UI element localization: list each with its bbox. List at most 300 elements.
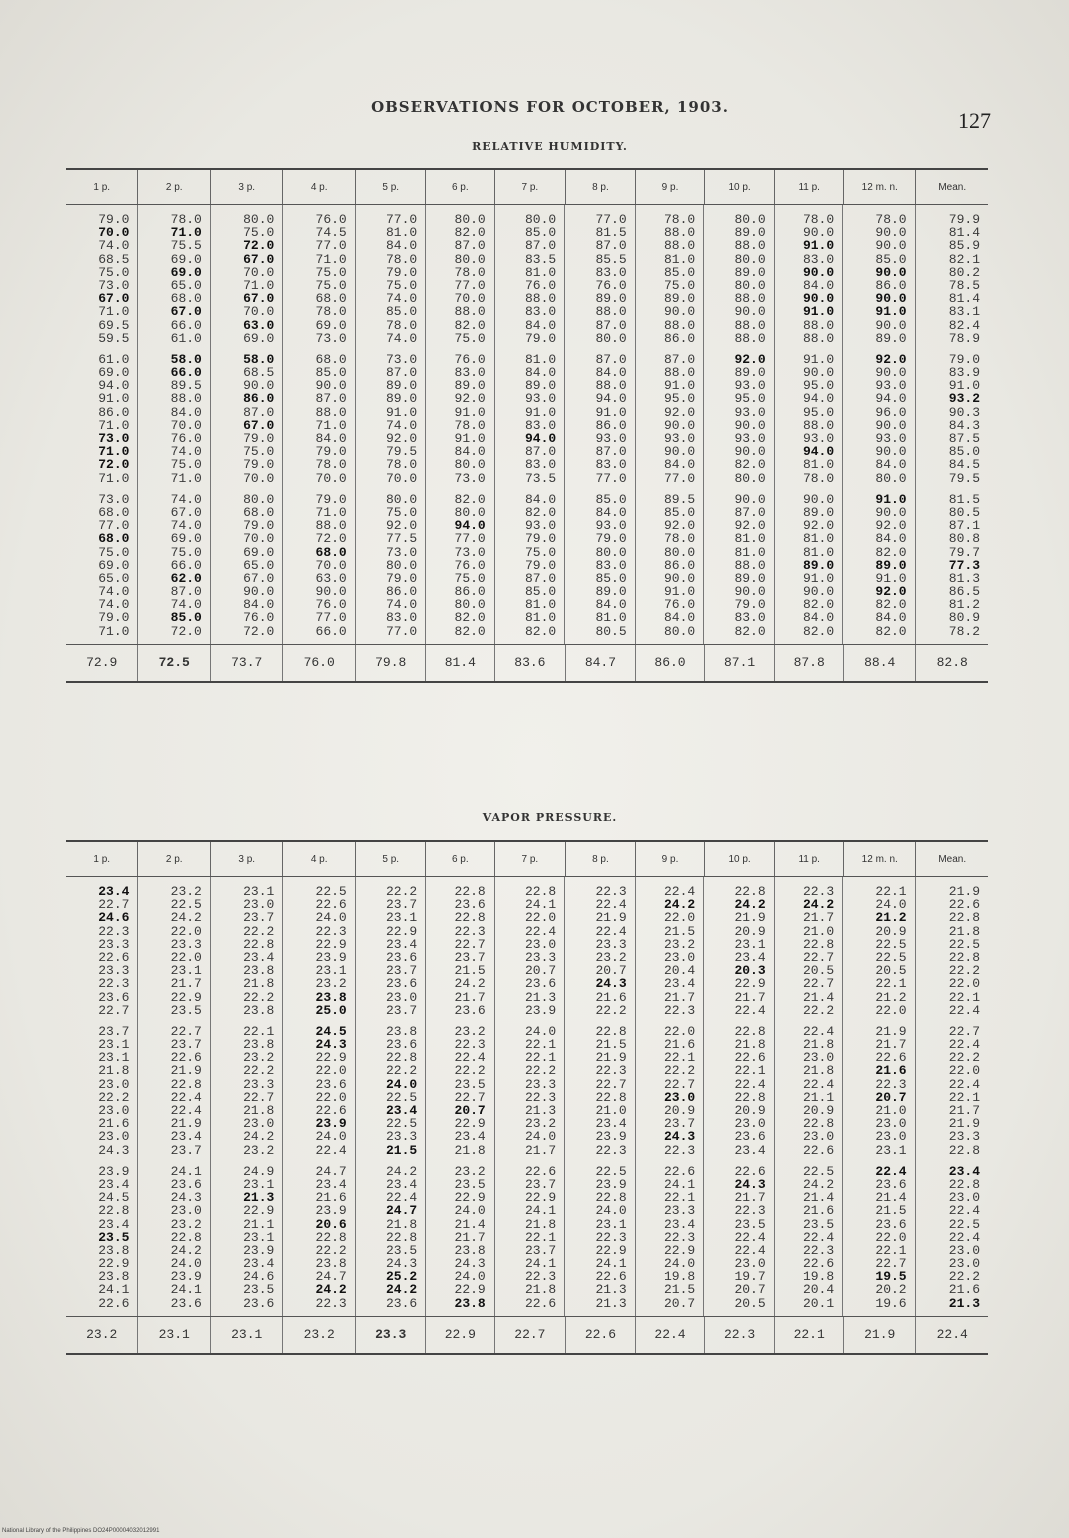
table-cell: 88.0	[315, 404, 347, 420]
table-cell: 87.0	[663, 351, 696, 367]
table-cell: 78.0	[315, 304, 347, 320]
day-group	[636, 1025, 704, 1157]
table-cell: 77.0	[98, 518, 130, 534]
table-cell: 22.9	[454, 1190, 486, 1206]
table-cell: 23.9	[524, 1002, 557, 1018]
mean-cell: 87.1	[705, 645, 776, 681]
table-cell: 22.8	[170, 1229, 202, 1245]
table-cell: 85.0	[663, 504, 696, 520]
table-cell: 22.4	[524, 923, 557, 939]
table-cell: 90.0	[734, 417, 766, 433]
table-cell: 82.0	[524, 623, 557, 639]
table-cell: 87.0	[595, 444, 627, 460]
day-group	[775, 493, 843, 638]
table-cell: 22.9	[315, 1050, 347, 1066]
day-group	[843, 885, 914, 1017]
mean-cell: 23.2	[66, 1317, 138, 1353]
table-column	[636, 205, 705, 644]
day-group	[843, 353, 914, 485]
table-cell: 23.1	[98, 1050, 130, 1066]
table-cell: 76.0	[524, 277, 557, 293]
day-group	[775, 353, 843, 485]
table-cell: 22.1	[243, 1023, 275, 1039]
table-cell: 23.1	[243, 884, 275, 899]
table-cell: 24.2	[734, 897, 766, 913]
table-cell: 79.9	[948, 212, 981, 227]
table-cell: 88.0	[454, 304, 486, 320]
table-cell: 22.2	[524, 1063, 557, 1079]
table-cell: 24.0	[315, 910, 347, 926]
table-cell: 23.9	[243, 1242, 275, 1258]
table-cell: 83.0	[524, 457, 557, 473]
day-group	[356, 493, 425, 638]
table-cell: 84.0	[802, 610, 835, 626]
table-cell: 23.0	[170, 1203, 202, 1219]
table-cell: 20.7	[875, 1089, 907, 1105]
table-cell: 22.3	[98, 976, 130, 992]
table-cell: 22.8	[734, 1089, 766, 1105]
table-cell: 21.5	[454, 963, 486, 979]
table-cell: 23.8	[386, 1023, 418, 1039]
table-cell: 77.0	[454, 531, 486, 547]
table-cell: 83.0	[802, 251, 835, 267]
table-cell: 22.6	[524, 1295, 557, 1311]
page-number: 127	[958, 108, 991, 133]
table-cell: 20.9	[875, 923, 907, 939]
table-cell: 78.2	[948, 623, 981, 639]
table-cell: 22.7	[98, 1002, 130, 1018]
table-cell: 83.5	[524, 251, 557, 267]
table-cell: 22.4	[948, 1076, 981, 1092]
table-cell: 22.9	[98, 1256, 130, 1272]
humidity-table-body	[66, 205, 988, 644]
table-column	[138, 877, 210, 1316]
table-cell: 22.1	[524, 1229, 557, 1245]
table-cell: 72.0	[98, 457, 130, 473]
table-cell: 20.5	[875, 963, 907, 979]
day-group	[916, 493, 988, 638]
table-cell: 23.0	[802, 1050, 835, 1066]
table-cell: 24.2	[315, 1282, 347, 1298]
table-cell: 78.0	[386, 317, 418, 333]
table-cell: 75.0	[98, 544, 130, 560]
table-cell: 75.5	[170, 238, 202, 254]
day-group	[283, 1025, 354, 1157]
mean-cell: 73.7	[211, 645, 283, 681]
table-cell: 24.3	[315, 1037, 347, 1053]
day-group	[495, 1165, 564, 1310]
table-cell: 58.0	[243, 351, 275, 367]
table-cell: 22.6	[802, 1256, 835, 1272]
table-cell: 22.6	[734, 1050, 766, 1066]
table-cell: 22.2	[454, 1063, 486, 1079]
mean-cell: 23.1	[211, 1317, 283, 1353]
table-cell: 84.0	[595, 365, 627, 381]
page-title: OBSERVATIONS FOR OCTOBER, 1903.	[371, 98, 729, 116]
table-cell: 23.0	[524, 936, 557, 952]
table-cell: 21.7	[802, 910, 835, 926]
column-header: 1 p.	[66, 842, 138, 876]
table-cell: 22.4	[386, 1190, 418, 1206]
table-cell: 76.0	[243, 610, 275, 626]
column-header: 1 p.	[66, 170, 138, 204]
day-group	[704, 213, 773, 345]
table-cell: 23.6	[98, 989, 130, 1005]
table-cell: 22.6	[663, 1163, 696, 1179]
table-cell: 22.3	[595, 1063, 627, 1079]
table-cell: 22.4	[948, 1002, 981, 1018]
table-cell: 22.4	[948, 1229, 981, 1245]
day-group	[704, 493, 773, 638]
day-group	[916, 213, 988, 345]
humidity-section-title: RELATIVE HUMIDITY.	[472, 140, 628, 153]
table-cell: 22.8	[802, 1116, 835, 1132]
table-cell: 22.7	[98, 897, 130, 913]
table-cell: 82.0	[875, 623, 907, 639]
table-cell: 89.0	[524, 378, 557, 394]
table-cell: 22.0	[875, 1229, 907, 1245]
table-cell: 82.0	[454, 317, 486, 333]
column-header: 9 p.	[636, 842, 705, 876]
table-cell: 80.0	[595, 544, 627, 560]
table-cell: 21.8	[98, 1063, 130, 1079]
table-cell: 23.4	[454, 1129, 486, 1145]
table-cell: 24.2	[802, 1176, 835, 1192]
mean-cell: 72.9	[66, 645, 138, 681]
table-cell: 74.0	[98, 597, 130, 613]
table-cell: 95.0	[663, 391, 696, 407]
table-cell: 76.0	[595, 277, 627, 293]
table-cell: 23.2	[315, 976, 347, 992]
table-cell: 90.0	[663, 417, 696, 433]
table-cell: 21.5	[663, 1282, 696, 1298]
day-group	[356, 1165, 425, 1310]
table-cell: 21.6	[98, 1116, 130, 1132]
table-cell: 87.0	[524, 570, 557, 586]
table-cell: 22.5	[386, 1116, 418, 1132]
table-cell: 74.0	[98, 584, 130, 600]
table-cell: 21.6	[315, 1190, 347, 1206]
table-cell: 22.4	[595, 923, 627, 939]
column-header: 11 p.	[775, 842, 844, 876]
table-cell: 21.1	[243, 1216, 275, 1232]
table-cell: 76.0	[454, 351, 486, 367]
table-cell: 75.0	[243, 225, 275, 241]
table-cell: 86.0	[875, 277, 907, 293]
table-cell: 22.7	[663, 1076, 696, 1092]
table-cell: 23.7	[243, 910, 275, 926]
table-cell: 72.0	[243, 238, 275, 254]
table-cell: 88.0	[595, 378, 627, 394]
table-cell: 71.0	[243, 277, 275, 293]
table-cell: 23.0	[734, 1116, 766, 1132]
table-cell: 23.1	[243, 1229, 275, 1245]
table-cell: 22.7	[454, 1089, 486, 1105]
table-cell: 88.0	[663, 365, 696, 381]
day-group	[565, 1165, 634, 1310]
table-cell: 22.1	[734, 1063, 766, 1079]
table-cell: 84.0	[802, 277, 835, 293]
table-column	[495, 205, 565, 644]
table-cell: 22.4	[948, 1037, 981, 1053]
table-cell: 91.0	[802, 304, 835, 320]
day-group	[138, 1165, 209, 1310]
table-cell: 71.0	[170, 470, 202, 486]
table-cell: 72.0	[243, 623, 275, 639]
table-cell: 23.9	[315, 1116, 347, 1132]
table-cell: 83.0	[595, 557, 627, 573]
table-cell: 79.0	[243, 431, 275, 446]
table-cell: 22.8	[948, 1176, 981, 1192]
table-cell: 22.3	[595, 1229, 627, 1245]
table-cell: 23.6	[170, 1176, 202, 1192]
table-cell: 66.0	[170, 365, 202, 381]
table-cell: 88.0	[315, 518, 347, 534]
table-cell: 24.1	[170, 1282, 202, 1298]
table-cell: 22.2	[243, 989, 275, 1005]
table-cell: 22.3	[802, 884, 835, 899]
table-cell: 24.3	[595, 976, 627, 992]
table-cell: 22.1	[663, 1190, 696, 1206]
mean-cell: 86.0	[636, 645, 705, 681]
table-cell: 87.0	[170, 584, 202, 600]
day-group	[211, 1165, 282, 1310]
table-cell: 23.2	[243, 1142, 275, 1158]
table-cell: 20.9	[734, 923, 766, 939]
table-cell: 73.0	[315, 330, 347, 346]
table-cell: 23.1	[595, 1216, 627, 1232]
table-cell: 85.9	[948, 238, 981, 254]
table-cell: 84.0	[524, 491, 557, 507]
table-cell: 24.1	[663, 1176, 696, 1192]
table-cell: 24.2	[454, 976, 486, 992]
table-cell: 78.0	[386, 251, 418, 267]
table-cell: 79.0	[243, 457, 275, 473]
table-cell: 20.7	[734, 1282, 766, 1298]
table-cell: 90.0	[802, 365, 835, 381]
table-cell: 85.5	[595, 251, 627, 267]
column-header: 12 m. n.	[844, 170, 916, 204]
table-cell: 21.6	[595, 989, 627, 1005]
table-cell: 88.0	[663, 317, 696, 333]
table-column	[426, 205, 495, 644]
table-cell: 70.0	[315, 470, 347, 486]
table-cell: 22.0	[875, 1002, 907, 1018]
table-cell: 84.0	[386, 238, 418, 254]
table-cell: 85.0	[170, 610, 202, 626]
table-cell: 24.6	[243, 1269, 275, 1285]
table-cell: 22.3	[98, 923, 130, 939]
table-cell: 78.0	[315, 457, 347, 473]
vapor-section-title: VAPOR PRESSURE.	[482, 811, 618, 824]
table-cell: 69.0	[243, 544, 275, 560]
table-cell: 24.2	[802, 897, 835, 913]
table-cell: 82.0	[875, 544, 907, 560]
table-cell: 78.0	[663, 212, 696, 227]
table-cell: 93.0	[802, 431, 835, 446]
table-cell: 80.0	[454, 504, 486, 520]
table-cell: 20.9	[663, 1103, 696, 1118]
table-cell: 22.9	[663, 1242, 696, 1258]
table-cell: 67.0	[170, 304, 202, 320]
table-cell: 22.4	[595, 897, 627, 913]
table-cell: 22.7	[802, 976, 835, 992]
table-cell: 24.0	[595, 1203, 627, 1219]
table-cell: 22.7	[875, 1256, 907, 1272]
table-cell: 79.0	[948, 351, 981, 367]
day-group	[283, 493, 354, 638]
table-cell: 21.7	[948, 1103, 981, 1118]
table-cell: 81.4	[948, 291, 981, 307]
table-cell: 90.0	[663, 570, 696, 586]
table-cell: 75.0	[315, 264, 347, 280]
table-cell: 79.0	[98, 212, 130, 227]
table-cell: 58.0	[170, 351, 202, 367]
table-cell: 84.3	[948, 417, 981, 433]
table-cell: 70.0	[243, 470, 275, 486]
table-cell: 80.5	[595, 623, 627, 639]
table-cell: 69.0	[98, 557, 130, 573]
table-column	[66, 877, 138, 1316]
table-cell: 22.6	[98, 1295, 130, 1311]
table-cell: 80.2	[948, 264, 981, 280]
table-cell: 90.0	[734, 584, 766, 600]
day-group	[565, 493, 634, 638]
table-cell: 76.0	[170, 431, 202, 446]
table-cell: 84.0	[524, 365, 557, 381]
table-cell: 24.2	[663, 897, 696, 913]
table-cell: 23.3	[524, 1076, 557, 1092]
table-cell: 22.8	[802, 936, 835, 952]
table-cell: 22.9	[170, 989, 202, 1005]
table-cell: 23.4	[243, 1256, 275, 1272]
table-cell: 67.0	[243, 291, 275, 307]
mean-cell: 22.4	[936, 1327, 968, 1343]
table-cell: 83.0	[595, 264, 627, 280]
table-cell: 90.0	[663, 444, 696, 460]
table-cell: 22.3	[734, 1203, 766, 1219]
table-cell: 85.0	[948, 444, 981, 460]
table-cell: 22.5	[875, 936, 907, 952]
day-group	[66, 1165, 137, 1310]
table-cell: 24.7	[315, 1269, 347, 1285]
column-header: 7 p.	[495, 170, 566, 204]
table-cell: 75.0	[663, 277, 696, 293]
column-header: Mean.	[938, 181, 967, 193]
table-cell: 81.0	[734, 544, 766, 560]
mean-cell: 76.0	[283, 645, 355, 681]
day-group	[426, 1165, 494, 1310]
table-cell: 23.0	[243, 1116, 275, 1132]
table-cell: 71.0	[98, 417, 130, 433]
table-cell: 22.2	[595, 1002, 627, 1018]
table-cell: 22.3	[663, 1229, 696, 1245]
table-cell: 21.7	[663, 989, 696, 1005]
table-cell: 86.0	[663, 330, 696, 346]
table-cell: 73.0	[386, 544, 418, 560]
table-cell: 20.7	[524, 963, 557, 979]
table-cell: 91.0	[875, 570, 907, 586]
table-cell: 68.5	[98, 251, 130, 267]
table-cell: 23.4	[595, 1116, 627, 1132]
table-cell: 90.0	[802, 225, 835, 241]
mean-cell: 23.1	[138, 1317, 210, 1353]
table-cell: 74.0	[386, 291, 418, 307]
humidity-header-row	[66, 170, 988, 205]
table-cell: 77.3	[948, 557, 981, 573]
day-group	[426, 213, 494, 345]
table-cell: 84.0	[170, 404, 202, 420]
table-cell: 89.5	[663, 491, 696, 507]
table-cell: 85.0	[315, 365, 347, 381]
table-cell: 21.2	[875, 910, 907, 926]
table-cell: 76.0	[315, 212, 347, 227]
table-cell: 79.0	[734, 597, 766, 613]
column-header: 2 p.	[138, 842, 210, 876]
table-cell: 73.0	[98, 277, 130, 293]
table-cell: 21.7	[734, 1190, 766, 1206]
table-cell: 22.6	[875, 1050, 907, 1066]
table-cell: 94.0	[802, 391, 835, 407]
table-cell: 84.0	[595, 504, 627, 520]
table-cell: 91.0	[802, 351, 835, 367]
table-cell: 78.0	[454, 417, 486, 433]
day-group	[356, 1025, 425, 1157]
table-cell: 23.6	[386, 1037, 418, 1053]
table-cell: 80.0	[454, 457, 486, 473]
table-cell: 22.5	[802, 1163, 835, 1179]
table-cell: 21.8	[386, 1216, 418, 1232]
table-cell: 24.7	[315, 1163, 347, 1179]
table-cell: 23.7	[386, 963, 418, 979]
table-cell: 84.0	[663, 610, 696, 626]
table-cell: 23.5	[170, 1002, 202, 1018]
mean-cell: 22.1	[775, 1317, 844, 1353]
table-cell: 22.8	[524, 884, 557, 899]
table-cell: 23.6	[454, 897, 486, 913]
table-cell: 23.4	[386, 1176, 418, 1192]
table-cell: 67.0	[243, 570, 275, 586]
table-cell: 90.0	[875, 264, 907, 280]
table-cell: 23.0	[802, 1129, 835, 1145]
table-cell: 89.0	[802, 504, 835, 520]
day-group	[66, 885, 137, 1017]
table-cell: 74.0	[386, 597, 418, 613]
table-cell: 80.0	[734, 470, 766, 486]
table-cell: 91.0	[663, 378, 696, 394]
table-cell: 22.6	[802, 1142, 835, 1158]
table-cell: 23.5	[386, 1242, 418, 1258]
mean-cell: 84.7	[566, 645, 637, 681]
table-cell: 23.0	[386, 989, 418, 1005]
table-cell: 89.0	[802, 557, 835, 573]
table-cell: 81.3	[948, 570, 981, 586]
table-cell: 80.0	[734, 251, 766, 267]
table-cell: 79.5	[386, 444, 418, 460]
day-group	[138, 493, 209, 638]
day-group	[636, 1165, 704, 1310]
table-cell: 19.5	[875, 1269, 907, 1285]
mean-cell: 21.9	[844, 1317, 916, 1353]
table-cell: 76.0	[454, 557, 486, 573]
table-cell: 81.0	[802, 544, 835, 560]
table-cell: 20.7	[663, 1295, 696, 1311]
table-cell: 23.9	[315, 949, 347, 965]
table-cell: 79.0	[386, 570, 418, 586]
table-cell: 23.0	[663, 949, 696, 965]
day-group	[704, 1165, 773, 1310]
table-cell: 88.0	[734, 317, 766, 333]
